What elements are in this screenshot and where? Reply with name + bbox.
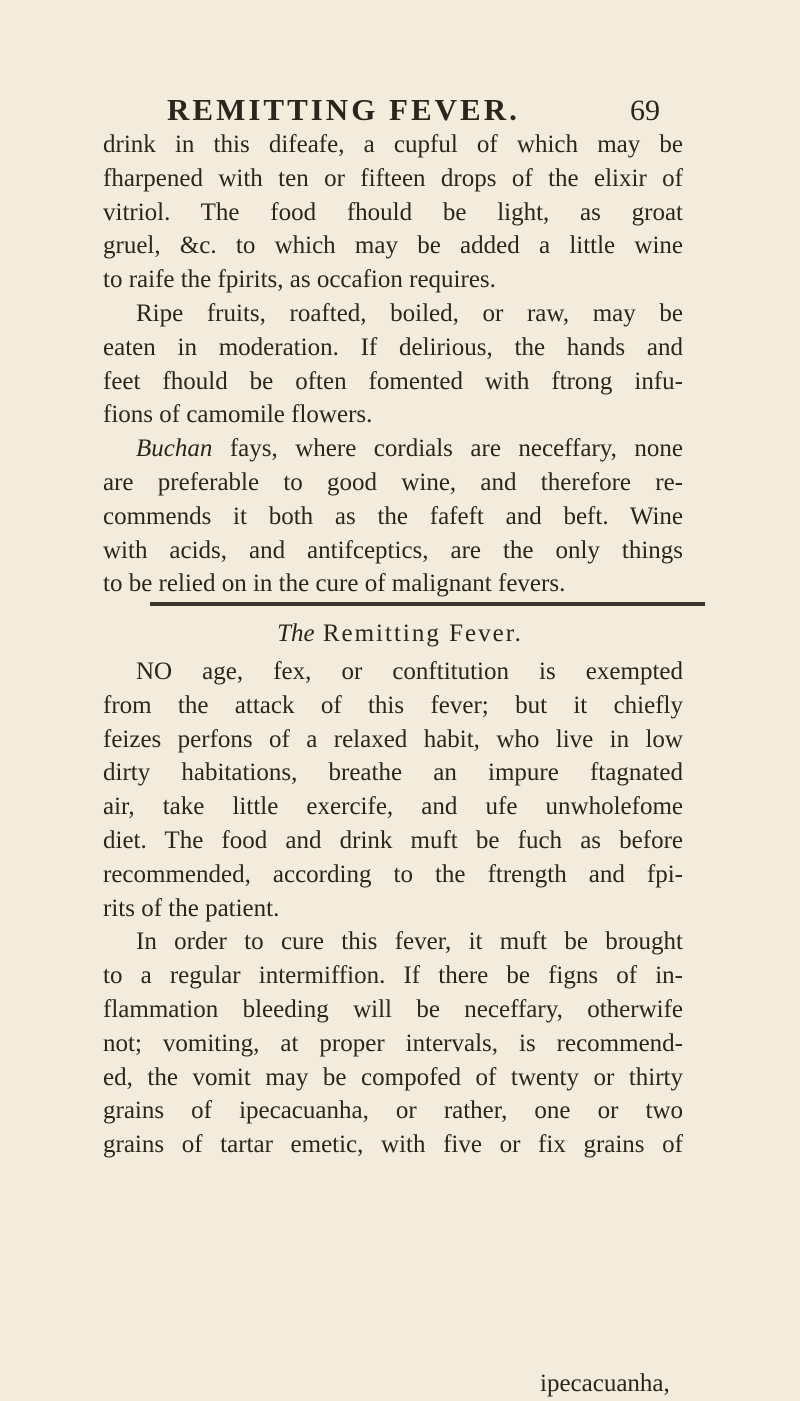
text-line: feizes perfons of a relaxed habit, who live in low: [103, 725, 683, 753]
text-line: ed, the vomit may be compofed of twenty or thirty: [103, 1063, 683, 1091]
text-line: to be relied on in the cure of malignant fevers.: [103, 570, 566, 598]
text-line: In order to cure this fever, it muft be brought: [136, 928, 683, 956]
catchword: ipecacuanha,: [540, 1370, 670, 1397]
text-line: grains of tartar emetic, with five or fix grains of: [103, 1131, 683, 1159]
running-title: REMITTING FEVER.: [167, 92, 520, 127]
text-line: fharpened with ten or fifteen drops of the elixir of: [103, 164, 683, 192]
text-line: with acids, and antifceptics, are the only things: [103, 536, 683, 564]
page-header: [105, 92, 680, 132]
section-title-text: Remitting Fever.: [322, 620, 523, 647]
text-line: Ripe fruits, roafted, boiled, or raw, may be: [136, 299, 683, 327]
text-line: feet fhould be often fomented with ftrong infu-: [103, 367, 683, 395]
text-line: rits of the patient.: [103, 894, 280, 922]
text-line: diet. The food and drink muft be fuch as before: [103, 826, 683, 854]
text-line: fions of camomile flowers.: [103, 401, 373, 429]
text-line: commends it both as the fafeft and beft. Wine: [103, 502, 683, 530]
text-line: NO age, fex, or conftitution is exempted: [136, 658, 683, 685]
text-line: not; vomiting, at proper intervals, is recommend-: [103, 1029, 683, 1057]
bottom-paragraphs: [103, 655, 683, 1162]
page-number: 69: [630, 94, 660, 127]
text-line: gruel, &c. to which may be added a little wine: [103, 232, 683, 260]
text-line: dirty habitations, breathe an impure ftagnated: [103, 759, 683, 787]
section-title-article: The: [277, 620, 315, 647]
text-line: flammation bleeding will be neceffary, otherwife: [103, 995, 683, 1023]
text-line: are preferable to good wine, and therefore re-: [103, 468, 683, 496]
text-line: eaten in moderation. If delirious, the hands and: [103, 333, 683, 361]
author-name-buchan: Buchan: [136, 435, 213, 463]
text-line: to a regular intermiffion. If there be figns of in-: [103, 962, 683, 990]
text-fragment: fays, where cordials are neceffary, none: [212, 435, 683, 463]
text-line: drink in this difeafe, a cupful of which may be: [103, 131, 683, 158]
top-paragraphs: [103, 128, 683, 601]
text-line: recommended, according to the ftrength and fpi-: [103, 860, 683, 888]
text-line: air, take little exercife, and ufe unwholefome: [103, 793, 683, 821]
text-line: from the attack of this fever; but it chiefly: [103, 691, 683, 719]
text-line-buchan: [103, 432, 683, 466]
section-title: [100, 620, 700, 648]
section-divider: [150, 602, 705, 606]
text-line: grains of ipecacuanha, or rather, one or two: [103, 1097, 683, 1125]
text-line: vitriol. The food fhould be light, as groat: [103, 198, 683, 226]
text-line: to raife the fpirits, as occafion requires.: [103, 266, 496, 294]
